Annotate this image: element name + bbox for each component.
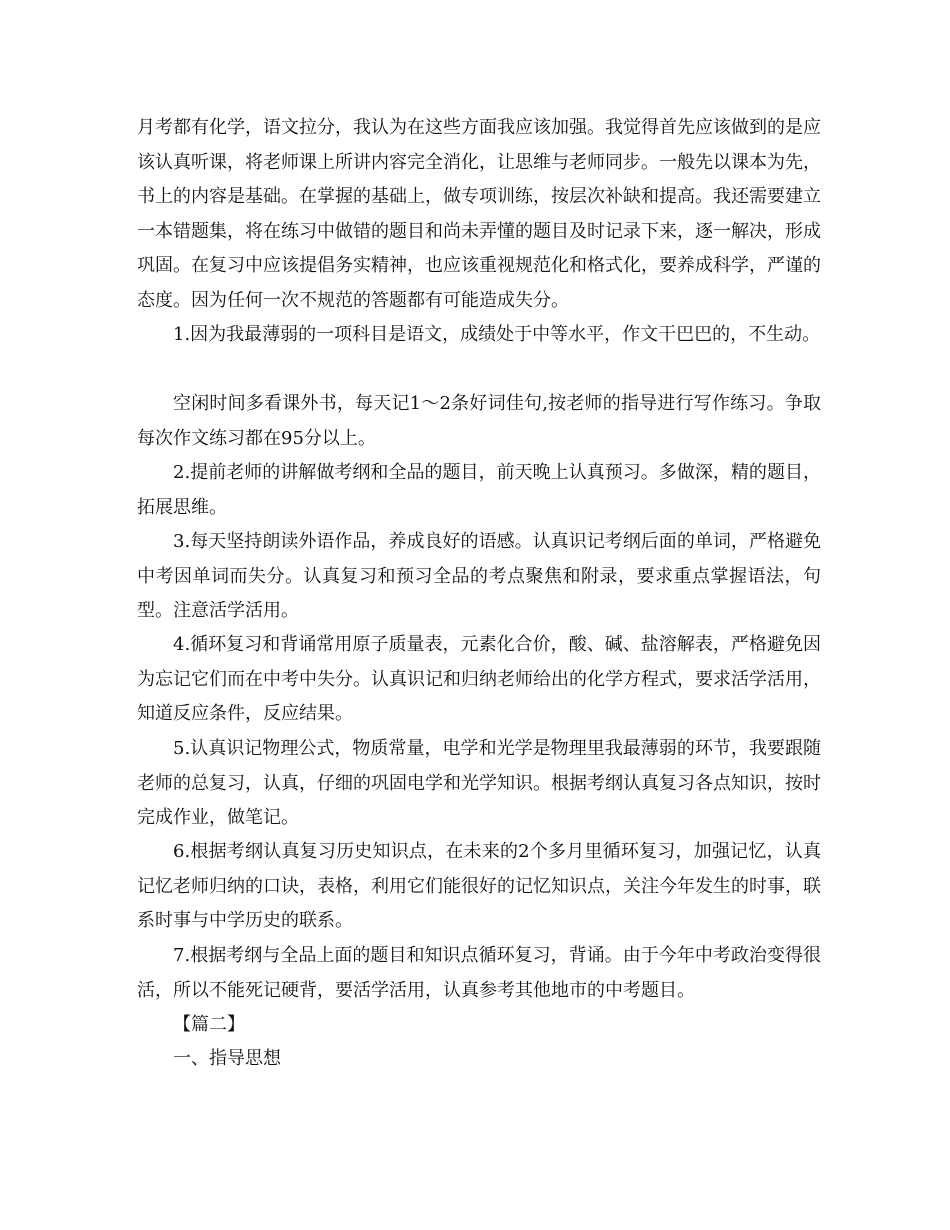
body-paragraph: 月考都有化学，语文拉分，我认为在这些方面我应该加强。我觉得首先应该做到的是应该认真听课，将老师课上所讲内容完全消化，让思维与老师同步。一般先以课本为先，书上的内容是基础。在掌握的基础上，做专项训练，按层次补缺和提高。我还需要建立一本错题集，将在练习中做错的题目和尚未弄懂的题目及时记录下来，逐一解决，形成巩固。在复习中应该提倡务实精神，也应该重视规范化和格式化，要养成科学，严谨的态度。因为任何一次不规范的答题都有可能造成失分。 (137, 117, 821, 311)
numbered-paragraph-1: 1.因为我最薄弱的一项科目是语文，成绩处于中等水平，作文干巴巴的，不生动。 (173, 324, 821, 345)
numbered-paragraph-2: 2.提前老师的讲解做考纲和全品的题目，前天晚上认真预习。多做深，精的题目，拓展思维。 (137, 462, 821, 518)
numbered-paragraph-3: 3.每天坚持朗读外语作品，养成良好的语感。认真识记考纲后面的单词，严格避免中考因单词而失分。认真复习和预习全品的考点聚焦和附录，要求重点掌握语法，句型。注意活学活用。 (137, 531, 821, 621)
numbered-paragraph-6: 6.根据考纲认真复习历史知识点，在未来的2个多月里循环复习，加强记忆，认真记忆老师归纳的口诀，表格，利用它们能很好的记忆知识点，关注今年发生的时事，联系时事与中学历史的联系。 (137, 841, 821, 931)
section-title: 【篇二】 (173, 1014, 245, 1035)
numbered-paragraph-5: 5.认真识记物理公式，物质常量，电学和光学是物理里我最薄弱的环节，我要跟随老师的总复习，认真，仔细的巩固电学和光学知识。根据考纲认真复习各点知识，按时完成作业，做笔记。 (137, 738, 821, 828)
numbered-paragraph-7: 7.根据考纲与全品上面的题目和知识点循环复习，背诵。由于今年中考政治变得很活，所以不能死记硬背，要活学活用，认真参考其他地市的中考题目。 (137, 945, 821, 1001)
numbered-paragraph-4: 4.循环复习和背诵常用原子质量表，元素化合价，酸、碱、盐溶解表，严格避免因为忘记它们而在中考中失分。认真识记和归纳老师给出的化学方程式，要求活学活用，知道反应条件，反应结果。 (137, 634, 821, 724)
subsection-title: 一、指导思想 (173, 1048, 281, 1069)
body-paragraph: 空闲时间多看课外书，每天记1～2条好词佳句,按老师的指导进行写作练习。争取每次作文练习都在95分以上。 (137, 393, 821, 449)
